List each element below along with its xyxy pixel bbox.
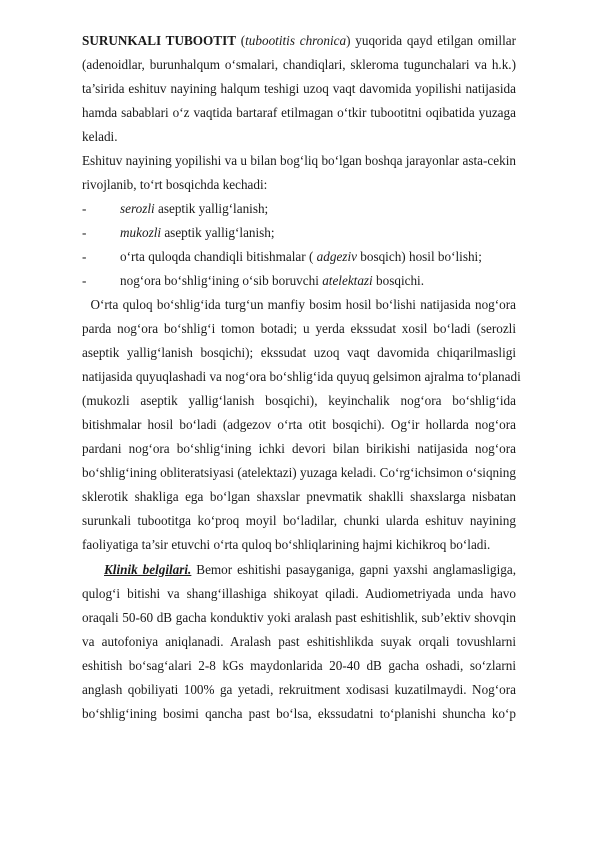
paragraph-3-line-9: sklerotik shakliga ega bo‘lgan shaxslar pnevmatik shaklli shaxslarga nisbatan — [82, 489, 516, 504]
text: o‘rta quloqda chandiqli bitishmalar ( — [120, 249, 317, 264]
text: Bemor eshitishi pasayganiga, gapni yaxshi anglamasligiga, — [191, 562, 517, 577]
paragraph-3-line-11: faoliyatiga ta’sir etuvchi o‘rta quloq bo‘shliqlarining hajmi kichikroq bo‘ladi. — [82, 537, 491, 552]
emphasis: atelektazi — [322, 273, 373, 288]
paragraph-4-line-1 — [104, 562, 516, 578]
emphasis: serozli — [120, 201, 155, 216]
paragraph-4-line-4: va autofoniya aniqlanadi. Aralash past eshitishlikda suyak orqali tovushlarni — [82, 634, 516, 649]
paragraph-1-line-3: ta’sirida eshituv nayining halqum teshigi uzoq vaqt davomida yopilishi natijasida — [82, 81, 516, 96]
paragraph-4-line-6: anglash qobiliyati 100% ga yetadi, rekruitment xodisasi kuzatilmaydi. Nog‘ora — [82, 682, 516, 697]
list-bullet: - — [82, 225, 87, 240]
paragraph-1-line-2: (adenoidlar, burunhalqum o‘smalari, chandiqlari, skleroma tugunchalari va h.k.) — [82, 57, 516, 72]
paragraph-1-line-1: SURUNKALI TUBOOTIT (tubootitis chronica) yuqorida qayd etilgan omillar — [82, 33, 516, 48]
text: yuqorida qayd etilgan omillar — [350, 33, 516, 48]
paragraph-1-line-5: keladi. — [82, 129, 118, 144]
text: nog‘ora bo‘shlig‘ining o‘sib boruvchi — [120, 273, 323, 288]
list-item-1 — [120, 201, 516, 217]
text: aseptik yallig‘lanish; — [154, 201, 269, 216]
list-bullet: - — [82, 273, 87, 288]
term-title: SURUNKALI TUBOOTIT — [82, 33, 236, 48]
latin-term: tubootitis chronica — [245, 33, 347, 48]
list-item-4 — [120, 273, 516, 289]
paragraph-4-line-2: qulog‘i bitishi va shang‘illashiga shikoyat qiladi. Audiometriyada unda havo — [82, 586, 516, 601]
paragraph-3-line-8: bo‘shlig‘ining obliteratsiyasi (atelektazi) yuzaga keladi. Co‘rg‘ichsimon o‘siqning — [82, 465, 516, 480]
paragraph-1-line-4: hamda sabablari o‘z vaqtida bartaraf etilmagan o‘tkir tubootitni oqibatida yuzaga — [82, 105, 516, 120]
paragraph-3-line-4: natijasida quyuqlashadi va nog‘ora bo‘shlig‘ida quyuq gelsimon ajralma to‘planadi — [82, 369, 521, 384]
text: bosqichi. — [372, 273, 425, 288]
paragraph-3-line-1: O‘rta quloq bo‘shlig‘ida turg‘un manfiy bosim hosil bo‘lishi natijasida nog‘ora — [82, 297, 516, 312]
list-bullet: - — [82, 249, 87, 264]
paragraph-3-line-2: parda nog‘ora bo‘shlig‘i tomon botadi; u yerda ekssudat xosil bo‘ladi (serozli — [82, 321, 516, 336]
paragraph-3-line-10: surunkali tubootitga ko‘proq moyil bo‘ladilar, chunki ularda eshituv nayining — [82, 513, 516, 528]
list-item-3 — [120, 249, 516, 265]
paragraph-3-line-7: pardani nog‘ora bo‘shlig‘ining ichki devori bilan birikishi natijasida nog‘ora — [82, 441, 516, 456]
paragraph-4-line-3: oraqali 50-60 dB gacha konduktiv yoki aralash past eshitishlik, sub’ektiv shovqin — [82, 610, 516, 625]
emphasis: adgeziv — [316, 249, 357, 264]
text: bosqich) hosil bo‘lishi; — [356, 249, 482, 264]
list-item-2 — [120, 225, 516, 241]
paragraph-4-line-7: bo‘shlig‘ining bosimi qancha past bo‘lsa, ekssudatni to‘planishi shuncha ko‘p — [82, 706, 516, 721]
paragraph-3-line-3: aseptik yallig‘lanish bosqichi); ekssudat uzoq vaqt davomida chiqarilmasligi — [82, 345, 516, 360]
list-bullet: - — [82, 201, 87, 216]
paragraph-4-line-5: eshitish bo‘sag‘alari 2-8 kGs maydonlarida 20-40 dB gacha oshadi, so‘zlarni — [82, 658, 516, 673]
paragraph-3-line-6: bitishmalar hosil bo‘ladi (adgezov o‘rta otit bosqichi). Og‘ir hollarda nog‘ora — [82, 417, 516, 432]
paragraph-3-line-5: (mukozli aseptik yallig‘lanish bosqichi), keyinchalik nog‘ora bo‘shlig‘ida — [82, 393, 516, 408]
section-heading: Klinik belgilari. — [104, 562, 192, 577]
paragraph-2-line-2: rivojlanib, to‘rt bosqichda kechadi: — [82, 177, 268, 192]
emphasis: mukozli — [120, 225, 162, 240]
paragraph-2-line-1: Eshituv nayining yopilishi va u bilan bog‘liq bo‘lgan boshqa jarayonlar asta-cekin — [82, 153, 516, 168]
text: aseptik yallig‘lanish; — [161, 225, 275, 240]
